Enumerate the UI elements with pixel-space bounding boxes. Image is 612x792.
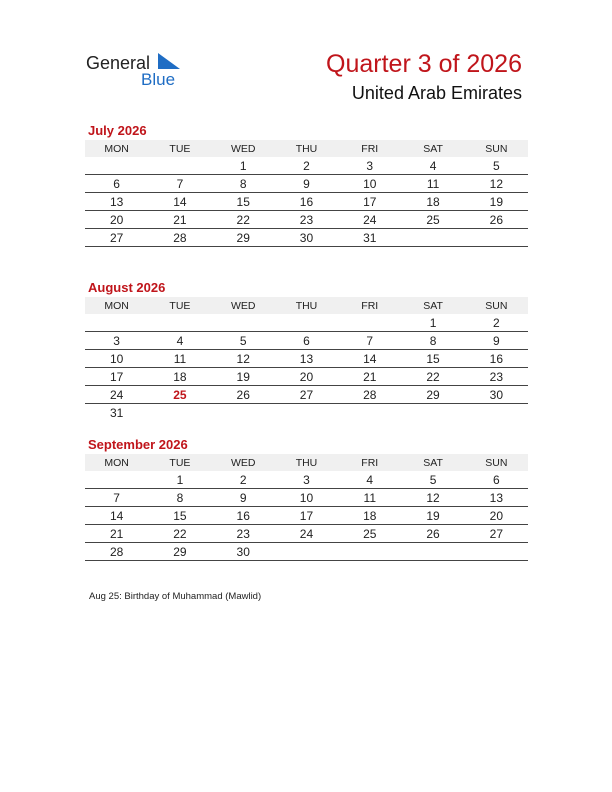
day-cell: 25	[148, 386, 211, 404]
day-cell: 29	[212, 229, 275, 247]
day-cell: 9	[275, 175, 338, 193]
month-title: August 2026	[88, 280, 166, 295]
day-cell: 23	[212, 525, 275, 543]
empty-day-cell	[338, 314, 401, 332]
week-row	[85, 386, 528, 404]
calendar-table	[85, 297, 528, 421]
day-cell: 5	[212, 332, 275, 350]
day-cell: 23	[275, 211, 338, 229]
week-row	[85, 471, 528, 489]
day-cell: 2	[275, 157, 338, 175]
week-row	[85, 543, 528, 561]
day-cell: 22	[148, 525, 211, 543]
empty-day-cell	[85, 314, 148, 332]
day-cell: 18	[338, 507, 401, 525]
day-cell: 27	[465, 525, 528, 543]
day-cell: 4	[148, 332, 211, 350]
day-cell: 26	[401, 525, 464, 543]
day-cell: 18	[148, 368, 211, 386]
weekday-header: MON	[85, 297, 148, 314]
month-july	[85, 122, 528, 247]
empty-day-cell	[275, 543, 338, 561]
empty-day-cell	[401, 229, 464, 247]
weekday-header: MON	[85, 140, 148, 157]
weekday-header: SUN	[465, 140, 528, 157]
weekday-header: SAT	[401, 454, 464, 471]
week-row	[85, 507, 528, 525]
weekday-header: WED	[212, 454, 275, 471]
day-cell: 31	[109, 405, 124, 420]
weekday-header: TUE	[148, 140, 211, 157]
holiday-note: Aug 25: Birthday of Muhammad (Mawlid)	[89, 591, 262, 602]
empty-day-cell	[212, 314, 275, 332]
month-title: September 2026	[88, 437, 188, 452]
logo-general-text: General	[86, 53, 151, 73]
empty-day-cell	[465, 229, 528, 247]
day-cell: 3	[85, 332, 148, 350]
day-cell: 28	[85, 543, 148, 561]
day-cell: 3	[338, 157, 401, 175]
day-cell: 11	[338, 489, 401, 507]
day-cell: 25	[338, 525, 401, 543]
month-september	[85, 436, 528, 561]
day-cell: 22	[401, 368, 464, 386]
day-cell: 29	[401, 386, 464, 404]
day-cell: 21	[85, 525, 148, 543]
day-cell: 14	[338, 350, 401, 368]
day-cell: 27	[275, 386, 338, 404]
day-cell: 6	[275, 332, 338, 350]
day-cell: 13	[85, 193, 148, 211]
week-row	[85, 193, 528, 211]
day-cell: 8	[148, 489, 211, 507]
week-row	[85, 314, 528, 332]
day-cell: 19	[401, 507, 464, 525]
day-cell: 30	[275, 229, 338, 247]
day-cell: 15	[148, 507, 211, 525]
week-row	[85, 489, 528, 507]
empty-day-cell	[465, 404, 528, 422]
weekday-header: SUN	[465, 454, 528, 471]
week-row	[85, 525, 528, 543]
empty-day-cell	[338, 404, 401, 422]
weekday-header: THU	[275, 140, 338, 157]
day-cell: 24	[338, 211, 401, 229]
week-row	[85, 211, 528, 229]
day-cell: 17	[85, 368, 148, 386]
day-cell: 16	[275, 193, 338, 211]
day-cell: 12	[465, 175, 528, 193]
week-row	[85, 332, 528, 350]
day-cell: 29	[148, 543, 211, 561]
day-cell: 19	[212, 368, 275, 386]
day-cell: 24	[85, 386, 148, 404]
empty-day-cell	[148, 314, 211, 332]
week-row	[85, 350, 528, 368]
day-cell: 25	[401, 211, 464, 229]
day-cell: 2	[212, 471, 275, 489]
weekday-header: THU	[275, 454, 338, 471]
calendar-table	[85, 140, 528, 247]
day-cell: 4	[338, 471, 401, 489]
day-cell: 1	[212, 157, 275, 175]
page-title: Quarter 3 of 2026	[326, 50, 522, 78]
day-cell: 2	[465, 314, 528, 332]
day-cell: 15	[401, 350, 464, 368]
month-august	[85, 279, 528, 421]
empty-day-cell	[275, 314, 338, 332]
day-cell: 8	[212, 175, 275, 193]
day-cell: 10	[275, 489, 338, 507]
weekday-header: WED	[212, 297, 275, 314]
week-row	[85, 368, 528, 386]
weekday-header: THU	[275, 297, 338, 314]
day-cell: 5	[401, 471, 464, 489]
weekday-header: SUN	[465, 297, 528, 314]
day-cell: 7	[85, 489, 148, 507]
day-cell: 20	[275, 368, 338, 386]
logo-flag-icon	[158, 53, 180, 69]
day-cell: 21	[148, 211, 211, 229]
empty-day-cell	[465, 543, 528, 561]
day-cell: 5	[465, 157, 528, 175]
day-cell: 12	[212, 350, 275, 368]
day-cell: 19	[465, 193, 528, 211]
logo-blue-text: Blue	[141, 70, 176, 89]
day-cell: 13	[465, 489, 528, 507]
weekday-header: FRI	[338, 140, 401, 157]
week-row	[85, 229, 528, 247]
day-cell: 1	[401, 314, 464, 332]
day-cell: 20	[85, 211, 148, 229]
day-cell: 15	[212, 193, 275, 211]
day-cell: 28	[148, 229, 211, 247]
day-cell: 7	[338, 332, 401, 350]
empty-day-cell	[85, 471, 148, 489]
day-cell: 30	[465, 386, 528, 404]
day-cell: 26	[465, 211, 528, 229]
day-cell: 6	[465, 471, 528, 489]
empty-day-cell	[148, 157, 211, 175]
day-cell: 16	[465, 350, 528, 368]
day-cell: 22	[212, 211, 275, 229]
day-cell: 14	[85, 507, 148, 525]
month-title: July 2026	[88, 123, 147, 138]
day-cell: 10	[85, 350, 148, 368]
weekday-header: FRI	[338, 297, 401, 314]
day-cell: 31	[338, 229, 401, 247]
calendar-table	[85, 454, 528, 561]
day-cell: 11	[401, 175, 464, 193]
weekday-header: TUE	[148, 454, 211, 471]
day-cell: 26	[212, 386, 275, 404]
empty-day-cell	[212, 404, 275, 422]
empty-day-cell	[401, 543, 464, 561]
weekday-header: SAT	[401, 297, 464, 314]
week-row	[85, 404, 528, 422]
day-cell: 1	[148, 471, 211, 489]
week-row	[85, 157, 528, 175]
weekday-header: TUE	[148, 297, 211, 314]
day-cell: 12	[401, 489, 464, 507]
empty-day-cell	[148, 404, 211, 422]
empty-day-cell	[85, 157, 148, 175]
day-cell: 9	[465, 332, 528, 350]
day-cell: 16	[212, 507, 275, 525]
weekday-header: MON	[85, 454, 148, 471]
weekday-header: FRI	[338, 454, 401, 471]
day-cell: 11	[148, 350, 211, 368]
day-cell: 3	[275, 471, 338, 489]
day-cell: 9	[212, 489, 275, 507]
day-cell: 27	[85, 229, 148, 247]
day-cell: 20	[465, 507, 528, 525]
day-cell: 14	[148, 193, 211, 211]
day-cell: 21	[338, 368, 401, 386]
empty-day-cell	[275, 404, 338, 422]
day-cell: 6	[85, 175, 148, 193]
empty-day-cell	[338, 543, 401, 561]
empty-day-cell	[401, 404, 464, 422]
day-cell: 8	[401, 332, 464, 350]
day-cell: 10	[338, 175, 401, 193]
day-cell: 13	[275, 350, 338, 368]
week-row	[85, 175, 528, 193]
weekday-header: WED	[212, 140, 275, 157]
day-cell: 7	[148, 175, 211, 193]
day-cell: 17	[338, 193, 401, 211]
day-cell: 30	[212, 543, 275, 561]
day-cell: 24	[275, 525, 338, 543]
day-cell: 23	[465, 368, 528, 386]
day-cell: 4	[401, 157, 464, 175]
day-cell: 18	[401, 193, 464, 211]
day-cell: 17	[275, 507, 338, 525]
logo	[86, 50, 196, 92]
page-subtitle: United Arab Emirates	[351, 83, 522, 103]
day-cell: 28	[338, 386, 401, 404]
weekday-header: SAT	[401, 140, 464, 157]
